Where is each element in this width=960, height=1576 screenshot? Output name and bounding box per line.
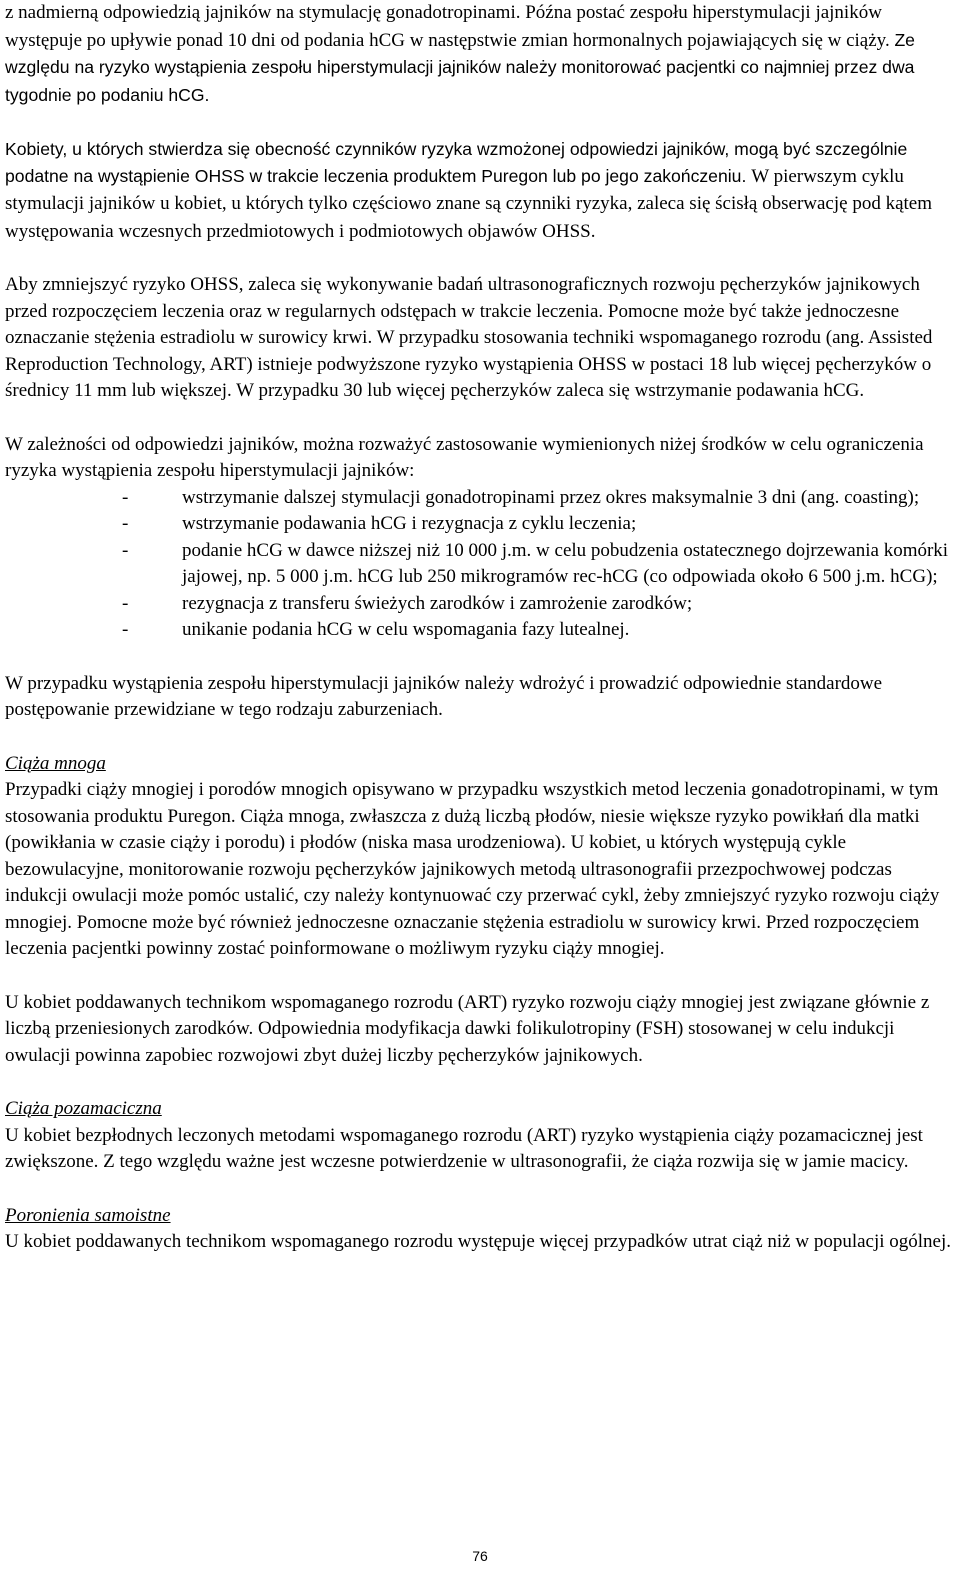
paragraph-ectopic-pregnancy: U kobiet bezpłodnych leczonych metodami wspomaganego rozrodu (ART) ryzyko wystąpienia ciąży pozamacicznej jest zwiększone. Z tego względu ważne jest wczesne potwierdzenie w ultrasonografii, że ciąża rozwija się w jamie macicy. <box>5 1124 923 1172</box>
paragraph-miscarriage: U kobiet poddawanych technikom wspomaganego rozrodu występuje więcej przypadków utrat ciąż niż w populacji ogólnej. <box>5 1231 952 1252</box>
dash-marker: - <box>122 486 129 508</box>
text-first-cycle: W pierwszym cyklu stymulacji jajników u kobiet, u których tylko częściowo znane są czynniki ryzyka, zaleca się ścisłą obserwację pod kątem występowania wczesnych przedmiotowych i podmiotowych objawów OHSS. <box>5 165 932 242</box>
text-risk-factors: Kobiety, u których stwierdza się obecność czynników ryzyka wzmożonej odpowiedzi jajników, mogą być szczególnie podatne na wystąpienie OHSS w trakcie leczenia produktem Puregon lub po jego zakończeniu. <box>5 139 908 186</box>
list-item <box>5 485 955 512</box>
list-item-text: rezygnacja z transferu świeżych zarodków i zamrożenie zarodków; <box>182 592 693 614</box>
section-measures <box>5 432 955 644</box>
list-item <box>5 538 955 591</box>
paragraph-late-ohss <box>5 0 955 109</box>
paragraph-risk-factors <box>5 136 955 245</box>
section-multiple-pregnancy <box>5 751 955 1070</box>
text-late-ohss: z nadmierną odpowiedzią jajników na stymulację gonadotropinami. Późna postać zespołu hiperstymulacji jajników występuje po upływie ponad 10 dni od podania hCG w następstwie zmian hormonalnych pojawiających się w ciąży. <box>5 2 895 51</box>
measures-list <box>5 485 955 644</box>
page-number: 76 <box>472 1548 488 1564</box>
heading-ectopic-pregnancy: Ciąża pozamaciczna <box>5 1098 162 1119</box>
paragraph-art-embryos: U kobiet poddawanych technikom wspomaganego rozrodu (ART) ryzyko rozwoju ciąży mnogiej jest związane głównie z liczbą przeniesionych zarodków. Odpowiednia modyfikacja dawki folikulotropiny (FSH) stosowanej w celu indukcji owulacji powinna zapobiec rozwojowi zbyt dużej liczby pęcherzyków jajnikowych. <box>5 991 930 1066</box>
list-item <box>5 591 955 618</box>
dash-marker: - <box>122 619 129 640</box>
section-miscarriage <box>5 1203 955 1256</box>
dash-marker: - <box>122 539 129 561</box>
document-page <box>5 0 955 1256</box>
list-item-text: unikanie podania hCG w celu wspomagania fazy lutealnej. <box>182 619 630 640</box>
list-item-text: wstrzymanie podawania hCG i rezygnacja z cyklu leczenia; <box>182 513 637 534</box>
dash-marker: - <box>122 592 129 614</box>
heading-multiple-pregnancy: Ciąża mnoga <box>5 752 106 774</box>
dash-marker: - <box>122 513 129 534</box>
list-item <box>5 617 955 644</box>
paragraph-multiple-pregnancy: Przypadki ciąży mnogiej i porodów mnogich opisywano w przypadku wszystkich metod leczenia gonadotropinami, w tym stosowania produktu Puregon. Ciąża mnoga, zwłaszcza z dużą liczbą płodów, niesie większe ryzyko powikłań dla matki (powikłania w czasie ciąży i porodu) i płodów (niska masa urodzeniowa). U kobiet, u których występują cykle bezowulacyjne, monitorowanie rozwoju pęcherzyków jajnikowych metodą ultrasonografii przezpochwowej podczas indukcji owulacji może pomóc ustalić, czy należy kontynuować czy przerwać cykl, żeby zmniejszyć ryzyko rozwoju ciąży mnogiej. Pomocne może być również jednoczesne oznaczanie stężenia estradiolu w surowicy krwi. Przed rozpoczęciem leczenia pacjentki powinny zostać poinformowane o możliwym ryzyku ciąży mnogiej. <box>5 779 940 959</box>
text-monitoring: Ze względu na ryzyko wystąpienia zespołu hiperstymulacji jajników należy monitorować pacjentki co najmniej przez dwa tygodnie po podaniu hCG. <box>5 29 915 105</box>
list-item-text: podanie hCG w dawce niższej niż 10 000 j.m. w celu pobudzenia ostatecznego dojrzewania komórki jajowej, np. 5 000 j.m. hCG lub 250 mikrogramów rec-hCG (co odpowiada około 6 500 j.m. hCG); <box>182 539 949 587</box>
section-ectopic-pregnancy <box>5 1096 955 1176</box>
paragraph-ultrasound: Aby zmniejszyć ryzyko OHSS, zaleca się wykonywanie badań ultrasonograficznych rozwoju pęcherzyków jajnikowych przed rozpoczęciem leczenia oraz w regularnych odstępach w trakcie leczenia. Pomocne może być także jednoczesne oznaczanie stężenia estradiolu w surowicy krwi. W przypadku stosowania techniki wspomaganego rozrodu (ang. Assisted Reproduction Technology, ART) istnieje podwyższone ryzyko wystąpienia OHSS w postaci 18 lub więcej pęcherzyków o średnicy 11 mm lub większej. W przypadku 30 lub więcej pęcherzyków zaleca się wstrzymanie podawania hCG. <box>5 274 933 401</box>
heading-miscarriage: Poronienia samoistne <box>5 1204 171 1226</box>
measures-intro: W zależności od odpowiedzi jajników, można rozważyć zastosowanie wymienionych niżej środków w celu ograniczenia ryzyka wystąpienia zespołu hiperstymulacji jajników: <box>5 433 924 481</box>
list-item-text: wstrzymanie dalszej stymulacji gonadotropinami przez okres maksymalnie 3 dni (ang. coasting); <box>182 486 920 508</box>
paragraph-standard-management: W przypadku wystąpienia zespołu hiperstymulacji jajników należy wdrożyć i prowadzić odpowiednie standardowe postępowanie przewidziane w tego rodzaju zaburzeniach. <box>5 672 883 720</box>
list-item <box>5 511 955 538</box>
